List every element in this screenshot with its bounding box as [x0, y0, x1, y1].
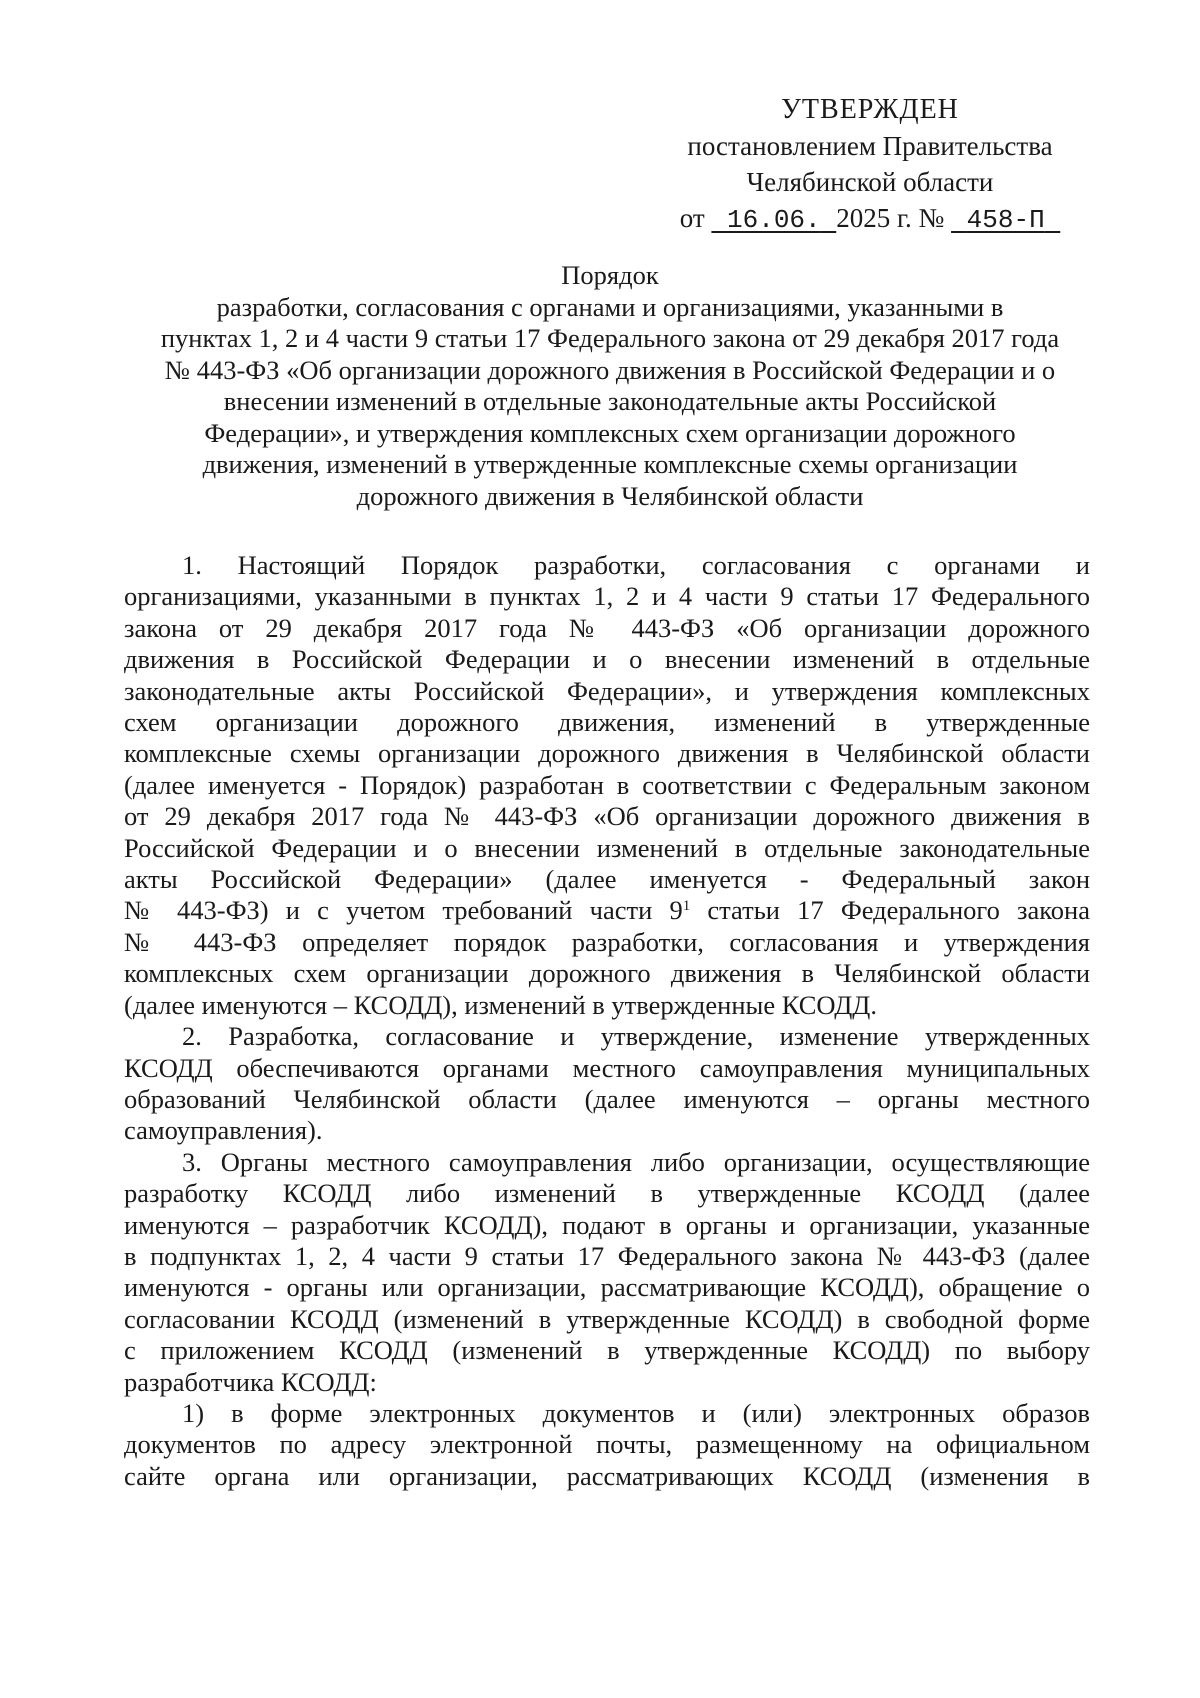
body-line: 1) в форме электронных документов и (или) электронных образов — [182, 1397, 1090, 1428]
title-line: разработки, согласования с органами и организациями, указанными в — [216, 291, 1004, 322]
body-line: самоуправления). — [124, 1115, 323, 1146]
body-line: сайте органа или организации, рассматривающих КСОДД (изменения в — [124, 1460, 1090, 1491]
body-line: (далее именуется - Порядок) разработан в соответствии с Федеральным законом — [124, 769, 1090, 800]
body-line: схем организации дорожного движения, изменений в утвержденные — [124, 707, 1090, 738]
body-line: закона от 29 декабря 2017 года № 443-ФЗ «Об организации дорожного — [124, 612, 1090, 643]
title-line: № 443-ФЗ «Об организации дорожного движения в Российской Федерации и о — [164, 354, 1056, 385]
body-line: акты Российской Федерации» (далее именуется - Федеральный закон — [124, 864, 1090, 895]
approval-heading: УТВЕРЖДЕН — [781, 94, 959, 125]
approval-number-value — [951, 205, 1060, 235]
body-line: законодательные акты Российской Федерации», и утверждения комплексных — [124, 675, 1090, 706]
title-line: дорожного движения в Челябинской области — [356, 480, 864, 511]
body-line: образований Челябинской области (далее именуются – органы местного — [124, 1083, 1090, 1114]
approval-line-2: Челябинской области — [746, 167, 994, 197]
body-line: разработку КСОДД либо изменений в утвержденные КСОДД (далее — [124, 1178, 1090, 1209]
body-line: комплексных схем организации дорожного движения в Челябинской области — [124, 958, 1090, 989]
approval-date-line — [670, 200, 1070, 238]
approval-date-text: 16.06. — [727, 205, 821, 235]
title-line: внесении изменений в отдельные законодательные акты Российской — [223, 386, 997, 416]
superscript-marker: 1 — [682, 898, 691, 915]
body-line: № 443-ФЗ определяет порядок разработки, согласования и утверждения — [124, 926, 1090, 957]
body-line: с приложением КСОДД (изменений в утвержденные КСОДД) по выбору — [124, 1335, 1090, 1366]
body-line-part: № 443-ФЗ) и с учетом требований части 9 — [124, 895, 683, 926]
document-title — [110, 260, 1110, 512]
title-line: Федерации», и утверждения комплексных схем организации дорожного — [204, 417, 1016, 448]
body-line: КСОДД обеспечиваются органами местного самоуправления муниципальных — [124, 1052, 1090, 1083]
body-line: разработчика КСОДД: — [124, 1366, 377, 1397]
approval-date-prefix: от — [679, 203, 705, 233]
body-line: в подпунктах 1, 2, 4 части 9 статьи 17 Федерального закона № 443-ФЗ (далее — [124, 1240, 1090, 1271]
approval-date-value — [711, 205, 836, 235]
body-line: от 29 декабря 2017 года № 443-ФЗ «Об организации дорожного движения в — [124, 801, 1090, 832]
body-line: движения в Российской Федерации и о внесении изменений в отдельные — [124, 644, 1090, 675]
body-line-with-superscript — [124, 895, 1090, 926]
body-line: 3. Органы местного самоуправления либо организации, осуществляющие — [182, 1146, 1090, 1177]
title-heading: Порядок — [561, 260, 659, 290]
body-line: именуются - органы или организации, рассматривающие КСОДД), обращение о — [124, 1272, 1090, 1303]
body-line: документов по адресу электронной почты, размещенному на официальном — [124, 1429, 1090, 1460]
title-line: движения, изменений в утвержденные комплексные схемы организации — [202, 449, 1018, 479]
body-line: организациями, указанными в пунктах 1, 2 и 4 части 9 статьи 17 Федерального — [124, 581, 1090, 612]
body-line: 2. Разработка, согласование и утверждение, изменение утвержденных — [182, 1021, 1090, 1052]
body-line: согласовании КСОДД (изменений в утвержденные КСОДД) в свободной форме — [124, 1303, 1090, 1334]
approval-number-text: 458-П — [966, 205, 1045, 235]
body-line: 1. Настоящий Порядок разработки, согласования с органами и — [182, 550, 1090, 580]
approval-year-text: 2025 г. № — [836, 203, 945, 233]
title-line: пунктах 1, 2 и 4 части 9 статьи 17 Федерального закона от 29 декабря 2017 года — [160, 323, 1060, 353]
body-line-part: статьи 17 Федерального закона — [707, 895, 1090, 926]
body-line: (далее именуются – КСОДД), изменений в утвержденные КСОДД. — [124, 989, 878, 1020]
approval-stamp — [670, 92, 1070, 238]
approval-line-1: постановлением Правительства — [687, 131, 1053, 161]
body-line: Российской Федерации и о внесении изменений в отдельные законодательные — [124, 832, 1090, 863]
body-line: именуются – разработчик КСОДД), подают в органы и организации, указанные — [124, 1209, 1090, 1240]
document-body — [124, 550, 1090, 1492]
body-line: комплексные схемы организации дорожного движения в Челябинской области — [124, 738, 1090, 769]
